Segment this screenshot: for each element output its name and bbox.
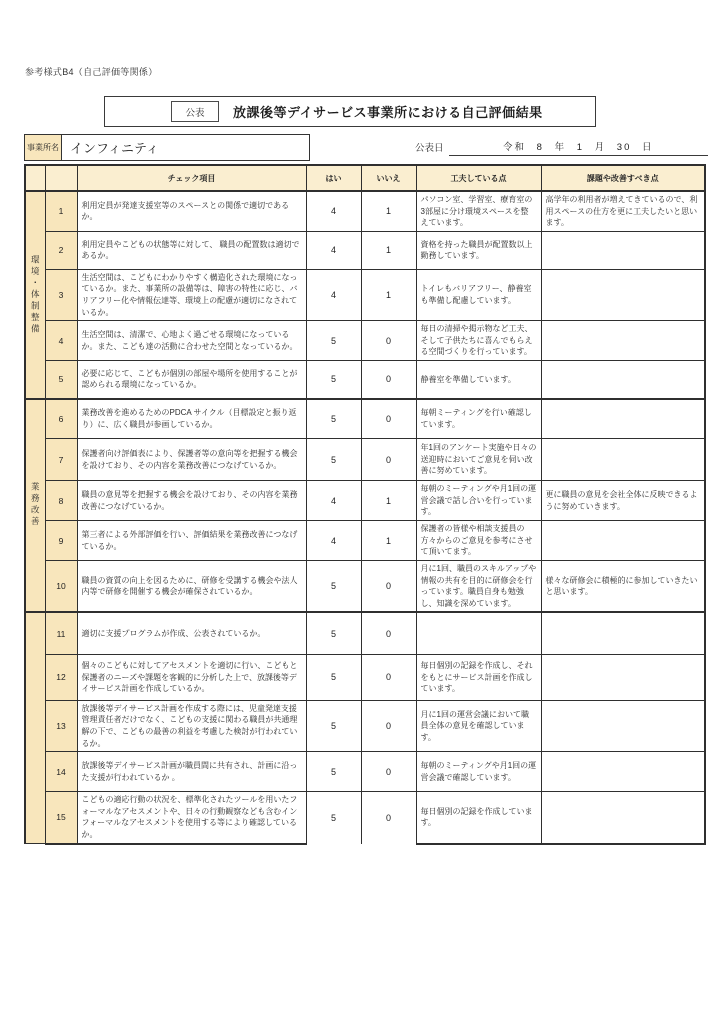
- no-count-cell: 0: [361, 361, 416, 399]
- no-count-cell: 1: [361, 191, 416, 231]
- issue-point-cell: [541, 700, 705, 751]
- table-row: [25, 361, 705, 399]
- row-number: 4: [45, 321, 77, 361]
- devised-point-cell: 毎朝ミーティングを行い確認しています。: [416, 399, 541, 439]
- devised-point-cell: 毎日の清掃や掲示物など工夫、そして子供たちに喜んでもらえる空間づくりを行っています。: [416, 321, 541, 361]
- no-count-cell: 0: [361, 560, 416, 612]
- no-count-cell: 0: [361, 792, 416, 844]
- table-row: [25, 612, 705, 654]
- office-name-value: インフィニティ: [61, 134, 310, 161]
- header-devised: 工夫している点: [416, 165, 541, 191]
- yes-count-cell: 4: [306, 191, 361, 231]
- table-row: [25, 439, 705, 481]
- row-number: 14: [45, 752, 77, 792]
- devised-point-cell: 静養室を準備しています。: [416, 361, 541, 399]
- row-number: 8: [45, 481, 77, 521]
- issue-point-cell: 様々な研修会に積極的に参加していきたいと思います。: [541, 560, 705, 612]
- table-row: [25, 231, 705, 269]
- yes-count-cell: 5: [306, 792, 361, 844]
- group-label-cell: 業務改善: [25, 399, 45, 613]
- table-row: [25, 654, 705, 700]
- table-row: [25, 399, 705, 439]
- row-number: 3: [45, 269, 77, 320]
- row-number: 1: [45, 191, 77, 231]
- check-item-cell: 保護者向け評価表により、保護者等の意向等を把握する機会を設けており、その内容を業務改善につなげているか。: [77, 439, 306, 481]
- issue-point-cell: [541, 752, 705, 792]
- yes-count-cell: 4: [306, 231, 361, 269]
- check-item-cell: 個々のこどもに対してアセスメントを適切に行い、こどもと保護者のニーズや課題を客観的に分析した上で、放課後等デイサービス計画を作成しているか。: [77, 654, 306, 700]
- yes-count-cell: 5: [306, 700, 361, 751]
- row-number: 10: [45, 560, 77, 612]
- yes-count-cell: 4: [306, 481, 361, 521]
- issue-point-cell: [541, 439, 705, 481]
- yes-count-cell: 4: [306, 269, 361, 320]
- publish-date-label: 公表日: [415, 143, 444, 154]
- issue-point-cell: [541, 521, 705, 561]
- no-count-cell: 0: [361, 439, 416, 481]
- group-label-cell: 環境・体制整備: [25, 191, 45, 399]
- evaluation-table: [24, 164, 706, 845]
- no-count-cell: 0: [361, 700, 416, 751]
- yes-count-cell: 5: [306, 361, 361, 399]
- check-item-cell: 業務改善を進めるためのPDCA サイクル（目標設定と振り返り）に、広く職員が参画しているか。: [77, 399, 306, 439]
- group-label-cell: [25, 612, 45, 843]
- issue-point-cell: [541, 792, 705, 844]
- devised-point-cell: 保護者の皆様や相談支援員の方々からのご意見を参考にさせて頂いてます。: [416, 521, 541, 561]
- table-row: [25, 792, 705, 844]
- table-row: [25, 481, 705, 521]
- row-number: 5: [45, 361, 77, 399]
- yes-count-cell: 5: [306, 321, 361, 361]
- row-number: 15: [45, 792, 77, 844]
- yes-count-cell: 5: [306, 399, 361, 439]
- yes-count-cell: 5: [306, 560, 361, 612]
- issue-point-cell: [541, 321, 705, 361]
- check-item-cell: 必要に応じて、こどもが個別の部屋や場所を使用することが認められる環境になっているか。: [77, 361, 306, 399]
- devised-point-cell: 資格を持った職員が配置数以上勤務しています。: [416, 231, 541, 269]
- check-item-cell: 利用定員が発達支援室等のスペースとの関係で適切であるか。: [77, 191, 306, 231]
- check-item-cell: 生活空間は、清潔で、心地よく過ごせる環境になっているか。また、こども達の活動に合わせた空間となっているか。: [77, 321, 306, 361]
- table-row: [25, 191, 705, 231]
- devised-point-cell: トイレもバリアフリー、静養室も準備し配慮しています。: [416, 269, 541, 320]
- page-title: 放課後等デイサービス事業所における自己評価結果: [233, 105, 543, 120]
- table-row: [25, 560, 705, 612]
- issue-point-cell: [541, 361, 705, 399]
- check-item-cell: 放課後等デイサービス計画を作成する際には、児童発達支援管理責任者だけでなく、こどもの支援に関わる職員が共通理解の下で、こどもの最善の利益を考慮した検討が行われているか。: [77, 700, 306, 751]
- row-number: 2: [45, 231, 77, 269]
- check-item-cell: 利用定員やこどもの状態等に対して、 職員の配置数は適切であるか。: [77, 231, 306, 269]
- no-count-cell: 0: [361, 654, 416, 700]
- devised-point-cell: パソコン室、学習室、療育室の3部屋に分け環境スペースを整えています。: [416, 191, 541, 231]
- header-no: いいえ: [361, 165, 416, 191]
- header-group-spacer: [25, 165, 45, 191]
- table-row: [25, 321, 705, 361]
- title-box: [104, 96, 596, 127]
- table-row: [25, 521, 705, 561]
- check-item-cell: こどもの適応行動の状況を、標準化されたツールを用いたフォーマルなアセスメントや、日々の行動観察なども含むインフォーマルなアセスメントを使用する等により確認しているか。: [77, 792, 306, 844]
- form-reference: 参考様式B4（自己評価等関係）: [25, 67, 158, 77]
- header-issues: 課題や改善すべき点: [541, 165, 705, 191]
- office-name-label: 事業所名: [24, 134, 62, 161]
- check-item-cell: 第三者による外部評価を行い、評価結果を業務改善につなげているか。: [77, 521, 306, 561]
- check-item-cell: 職員の資質の向上を図るために、研修を受講する機会や法人内等で研修を開催する機会が確保されているか。: [77, 560, 306, 612]
- yes-count-cell: 5: [306, 612, 361, 654]
- check-item-cell: 生活空間は、こどもにわかりやすく構造化された環境になっているか。また、事業所の設備等は、障害の特性に応じ、バリアフリー化や情報伝達等、環境上の配慮が適切になされているか。: [77, 269, 306, 320]
- no-count-cell: 0: [361, 399, 416, 439]
- no-count-cell: 1: [361, 481, 416, 521]
- check-item-cell: 放課後等デイサービス計画が職員間に共有され、計画に沿った支援が行われているか 。: [77, 752, 306, 792]
- devised-point-cell: 毎朝のミーティングや月1回の運営会議で確認しています。: [416, 752, 541, 792]
- header-check-item: チェック項目: [77, 165, 306, 191]
- no-count-cell: 0: [361, 612, 416, 654]
- publish-date-row: [415, 139, 708, 156]
- devised-point-cell: 月に1回、職員のスキルアップや情報の共有を目的に研修会を行っています。職員自身も勉強し、知識を深めています。: [416, 560, 541, 612]
- devised-point-cell: 毎日個別の記録を作成し、それをもとにサービス計画を作成しています。: [416, 654, 541, 700]
- table-row: [25, 752, 705, 792]
- devised-point-cell: 月に1回の運営会議において職員全体の意見を確認しています。: [416, 700, 541, 751]
- devised-point-cell: 毎朝のミーティングや月1回の運営会議で話し合いを行っています。: [416, 481, 541, 521]
- no-count-cell: 0: [361, 752, 416, 792]
- issue-point-cell: [541, 269, 705, 320]
- yes-count-cell: 5: [306, 439, 361, 481]
- publish-label-box: 公表: [171, 101, 219, 122]
- no-count-cell: 1: [361, 521, 416, 561]
- no-count-cell: 0: [361, 321, 416, 361]
- yes-count-cell: 4: [306, 521, 361, 561]
- no-count-cell: 1: [361, 269, 416, 320]
- issue-point-cell: 高学年の利用者が増えてきているので、利用スペースの仕方を更に工夫したいと思います。: [541, 191, 705, 231]
- issue-point-cell: [541, 231, 705, 269]
- issue-point-cell: [541, 654, 705, 700]
- row-number: 13: [45, 700, 77, 751]
- issue-point-cell: 更に職員の意見を会社全体に反映できるように努めていきます。: [541, 481, 705, 521]
- row-number: 11: [45, 612, 77, 654]
- devised-point-cell: 年1回のアンケート実施や日々の送迎時においてご意見を伺い改善に努めています。: [416, 439, 541, 481]
- yes-count-cell: 5: [306, 752, 361, 792]
- issue-point-cell: [541, 399, 705, 439]
- devised-point-cell: [416, 612, 541, 654]
- devised-point-cell: 毎日個別の記録を作成しています。: [416, 792, 541, 844]
- table-body: [25, 191, 705, 844]
- row-number: 9: [45, 521, 77, 561]
- row-number: 7: [45, 439, 77, 481]
- row-number: 12: [45, 654, 77, 700]
- row-number: 6: [45, 399, 77, 439]
- check-item-cell: 職員の意見等を把握する機会を設けており、その内容を業務改善につなげているか。: [77, 481, 306, 521]
- issue-point-cell: [541, 612, 705, 654]
- header-number-spacer: [45, 165, 77, 191]
- header-yes: はい: [306, 165, 361, 191]
- yes-count-cell: 5: [306, 654, 361, 700]
- table-header-row: [25, 165, 705, 191]
- table-row: [25, 700, 705, 751]
- check-item-cell: 適切に支援プログラムが作成、公表されているか。: [77, 612, 306, 654]
- publish-date-value: 令和 8 年 1 月 30 日: [449, 139, 708, 156]
- no-count-cell: 1: [361, 231, 416, 269]
- table-row: [25, 269, 705, 320]
